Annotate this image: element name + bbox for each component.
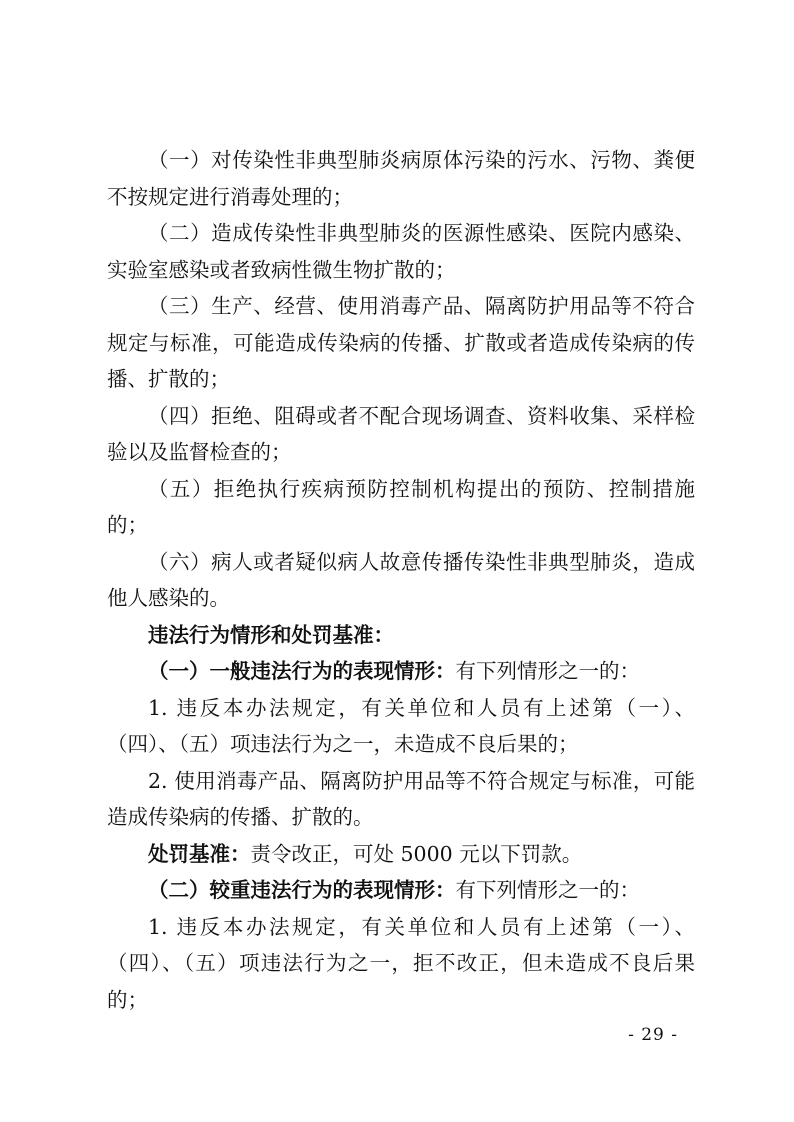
list-item-5: （五）拒绝执行疾病预防控制机构提出的预防、控制措施的； <box>107 476 695 537</box>
section-heading: 违法行为情形和处罚基准： <box>148 622 394 647</box>
page-number: - 29 - <box>628 1025 678 1045</box>
serious-point-1: 1. 违反本办法规定，有关单位和人员有上述第（一）、（四）、（五）项违法行为之一，拒不改正，但未造成不良后果的； <box>107 914 695 1012</box>
serious-heading: （二）较重违法行为的表现情形： <box>148 878 456 902</box>
list-item-3: （三）生产、经营、使用消毒产品、隔离防护用品等不符合规定与标准，可能造成传染病的传播、扩散或者造成传染病的传播、扩散的； <box>107 294 695 391</box>
general-point-2: 2. 使用消毒产品、隔离防护用品等不符合规定与标准，可能造成传染病的传播、扩散的。 <box>107 768 695 829</box>
penalty-text: 责令改正，可处 5000 元以下罚款。 <box>250 841 583 866</box>
serious-heading-paragraph <box>107 872 695 909</box>
serious-heading-tail: 有下列情形之一的： <box>455 878 640 902</box>
penalty-paragraph <box>107 836 695 873</box>
list-item-4: （四）拒绝、阻碍或者不配合现场调查、资料收集、采样检验以及监督检查的； <box>107 403 695 464</box>
list-item-2: （二）造成传染性非典型肺炎的医源性感染、医院内感染、实验室感染或者致病性微生物扩散的； <box>107 221 695 282</box>
general-point-1: 1. 违反本办法规定，有关单位和人员有上述第（一）、（四）、（五）项违法行为之一，未造成不良后果的； <box>107 695 695 756</box>
body-text <box>107 142 695 1018</box>
penalty-label: 处罚基准： <box>148 841 251 866</box>
general-heading-paragraph <box>107 653 695 690</box>
list-item-1: （一）对传染性非典型肺炎病原体污染的污水、污物、粪便不按规定进行消毒处理的； <box>107 148 695 209</box>
general-heading: （一）一般违法行为的表现情形： <box>148 659 456 683</box>
list-item-6: （六）病人或者疑似病人故意传播传染性非典型肺炎，造成他人感染的。 <box>107 549 695 610</box>
general-heading-tail: 有下列情形之一的： <box>455 659 640 683</box>
